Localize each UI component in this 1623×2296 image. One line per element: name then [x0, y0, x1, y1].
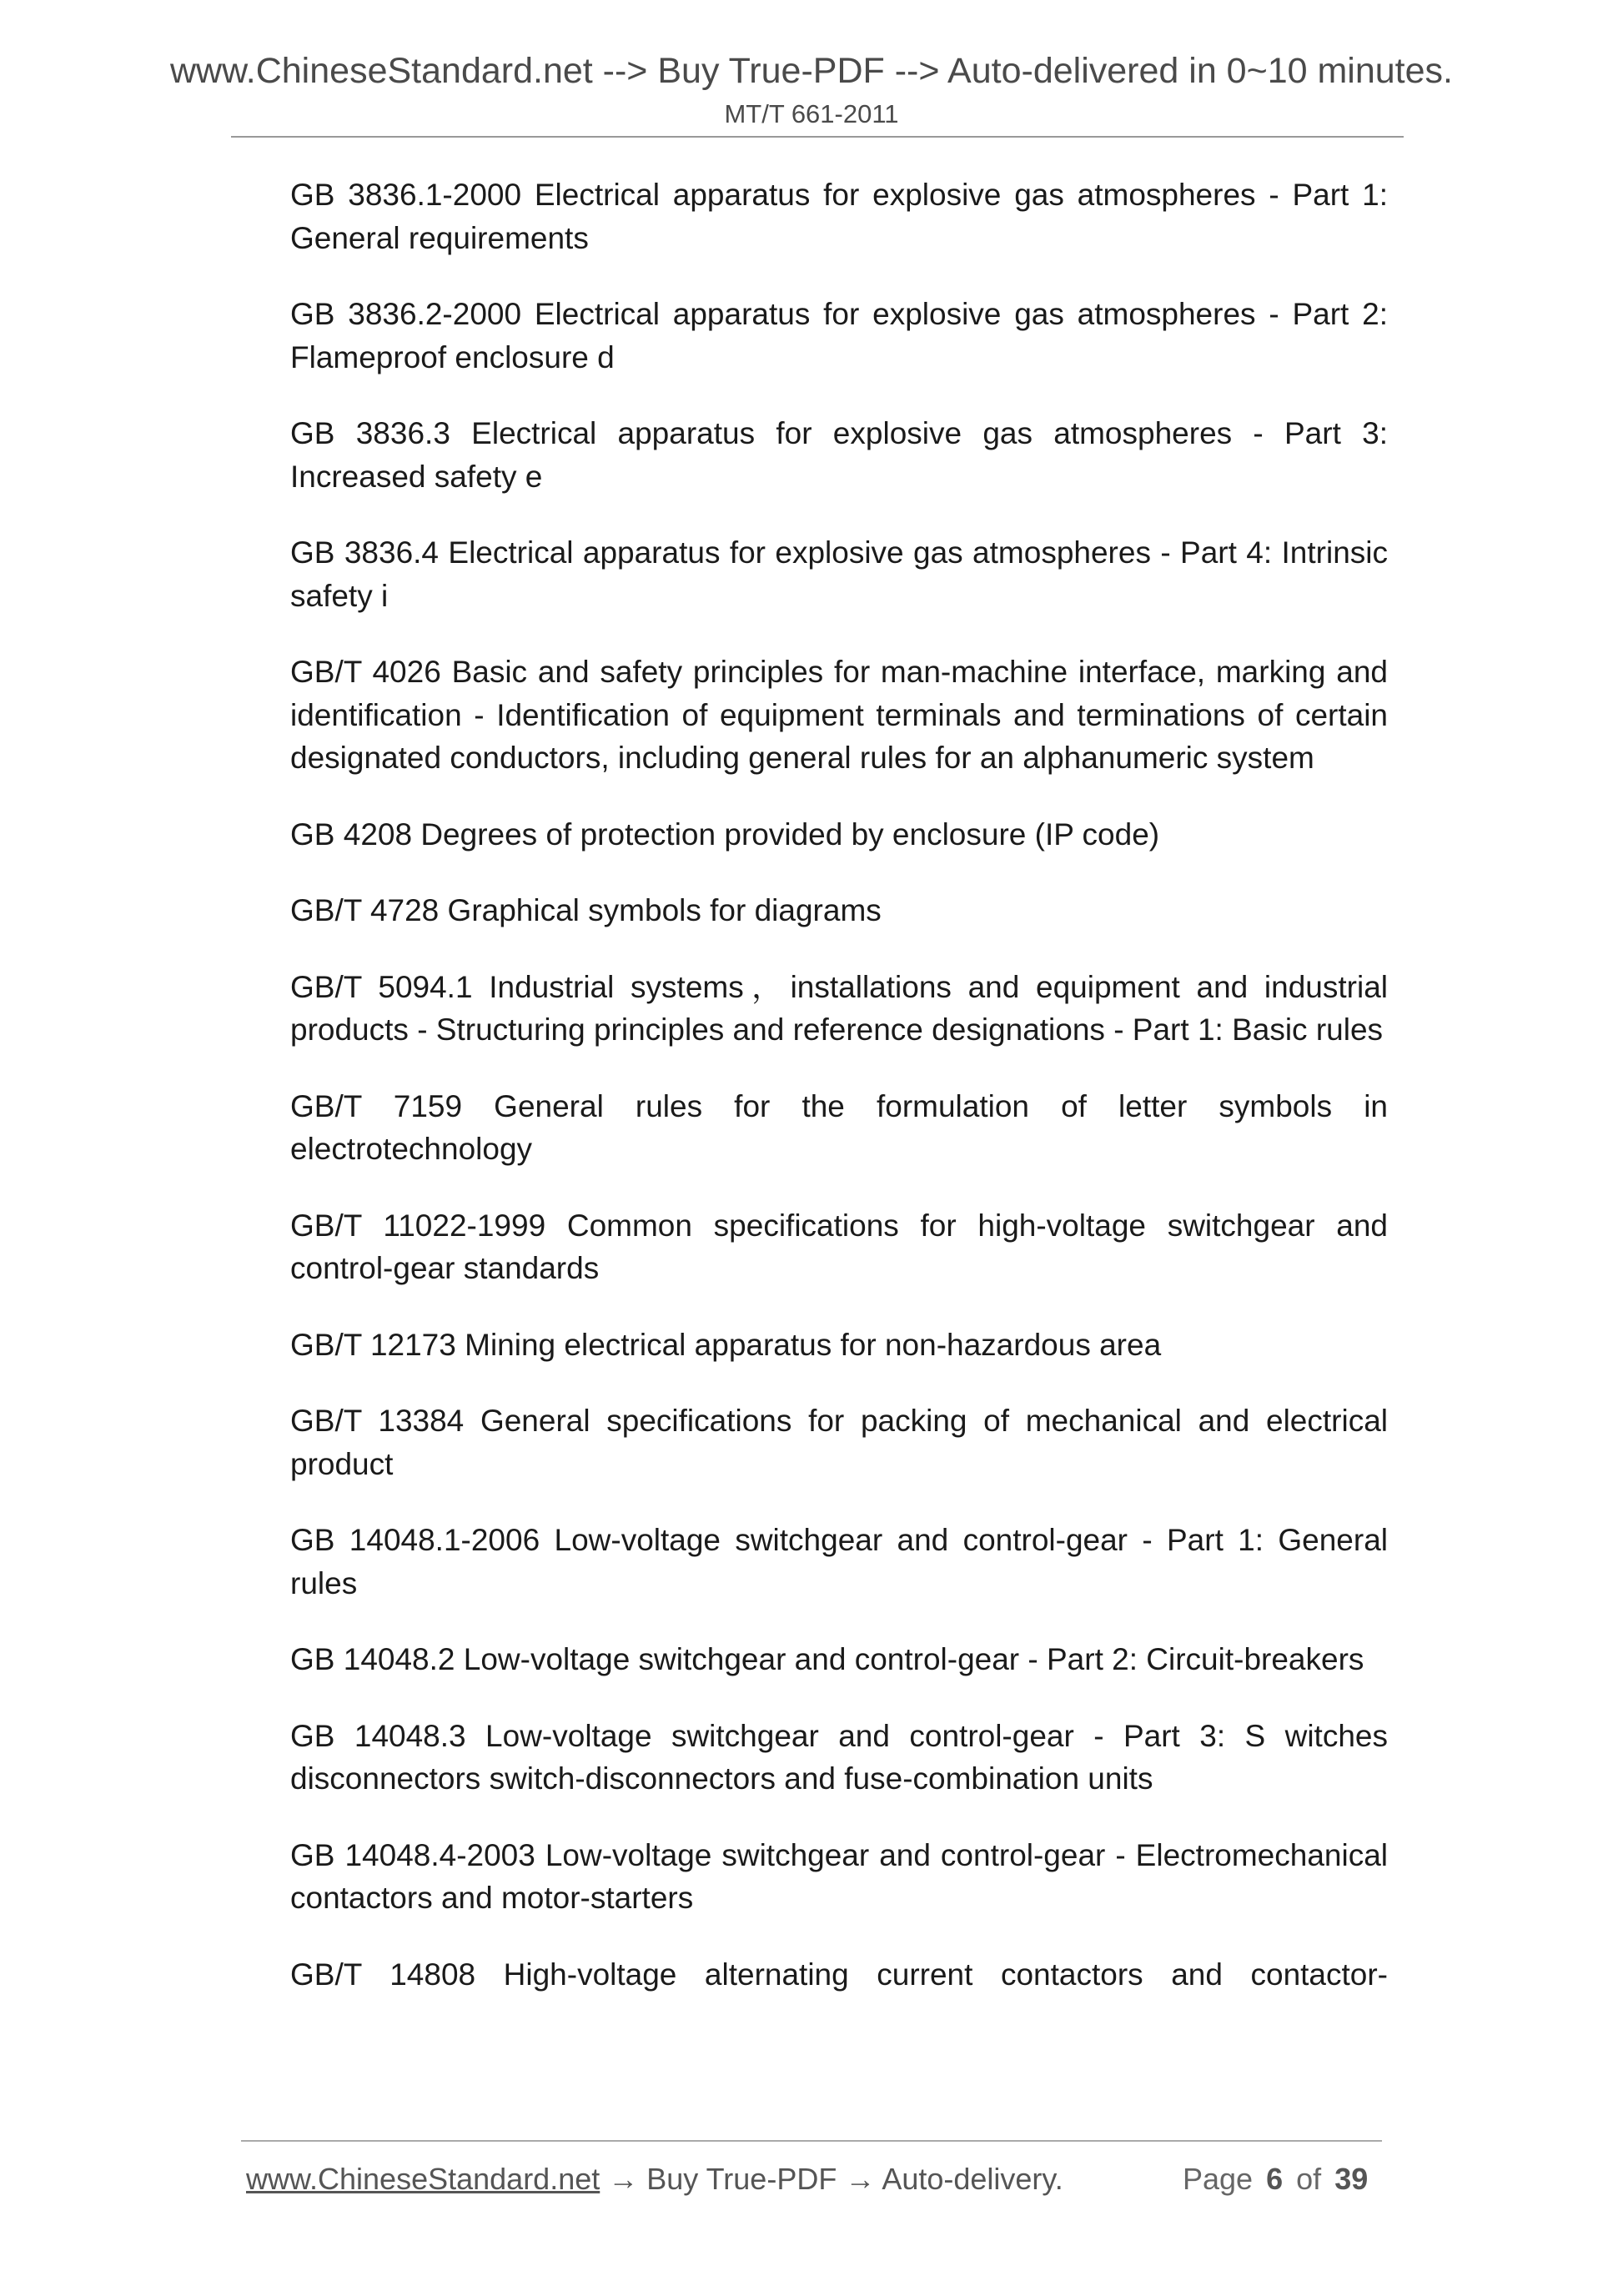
page-indicator — [1183, 2162, 1368, 2197]
reference-item: GB/T 12173 Mining electrical apparatus for non-hazardous area — [290, 1327, 1162, 1362]
reference-item: GB 14048.3 Low-voltage switchgear and control-gear - Part 3: S witches disconnectors switch-disconnectors and fuse-combination units — [290, 1718, 1388, 1796]
reference-item: GB 3836.2-2000 Electrical apparatus for explosive gas atmospheres - Part 2: Flameproof enclosure d — [290, 297, 1388, 374]
page-label: Page — [1183, 2162, 1254, 2196]
reference-item: GB 4208 Degrees of protection provided by enclosure (IP code) — [290, 816, 1160, 852]
reference-item: GB 3836.3 Electrical apparatus for explosive gas atmospheres - Part 3: Increased safety e — [290, 416, 1388, 494]
reference-item: GB/T 4728 Graphical symbols for diagrams — [290, 893, 882, 927]
header-divider — [231, 136, 1404, 138]
header-banner: www.ChineseStandard.net --> Buy True-PDF --> Auto-delivered in 0~10 minutes. — [169, 51, 1453, 91]
footer-divider — [241, 2140, 1382, 2142]
reference-item: GB/T 14808 High-voltage alternating current contactors and contactor- — [290, 1957, 1388, 1992]
reference-item: GB 14048.1-2006 Low-voltage switchgear and control-gear - Part 1: General rules — [290, 1523, 1388, 1600]
footer — [246, 2162, 1063, 2197]
footer-tagline: → Buy True-PDF → Auto-delivery. — [600, 2162, 1063, 2196]
reference-item: GB 14048.2 Low-voltage switchgear and control-gear - Part 2: Circuit-breakers — [290, 1642, 1364, 1676]
reference-item: GB/T 4026 Basic and safety principles for man-machine interface, marking and identification - Identification of equipment terminals and terminations of certain designated conductors, including general rules for an alphanumeric system — [290, 655, 1388, 775]
reference-item: GB 14048.4-2003 Low-voltage switchgear and control-gear - Electromechanical contactors and motor-starters — [290, 1837, 1388, 1915]
standard-code: MT/T 661-2011 — [724, 99, 899, 128]
reference-item: GB 3836.1-2000 Electrical apparatus for explosive gas atmospheres - Part 1: General requirements — [290, 178, 1388, 255]
reference-item: GB 3836.4 Electrical apparatus for explosive gas atmospheres - Part 4: Intrinsic safety i — [290, 535, 1388, 613]
of-label: of — [1296, 2162, 1322, 2196]
page-total: 39 — [1334, 2162, 1369, 2196]
reference-item: GB/T 5094.1 Industrial systems，installations and equipment and industrial products - Structuring principles and reference designations - Part 1: Basic rules — [290, 969, 1388, 1047]
reference-item: GB/T 7159 General rules for the formulation of letter symbols in electrotechnology — [290, 1088, 1388, 1166]
reference-item: GB/T 11022-1999 Common specifications for high-voltage switchgear and control-gear standards — [290, 1208, 1388, 1285]
footer-link[interactable]: www.ChineseStandard.net — [246, 2162, 600, 2196]
reference-item: GB/T 13384 General specifications for packing of mechanical and electrical product — [290, 1404, 1388, 1481]
page-current: 6 — [1266, 2162, 1284, 2196]
reference-list — [290, 173, 1388, 2029]
